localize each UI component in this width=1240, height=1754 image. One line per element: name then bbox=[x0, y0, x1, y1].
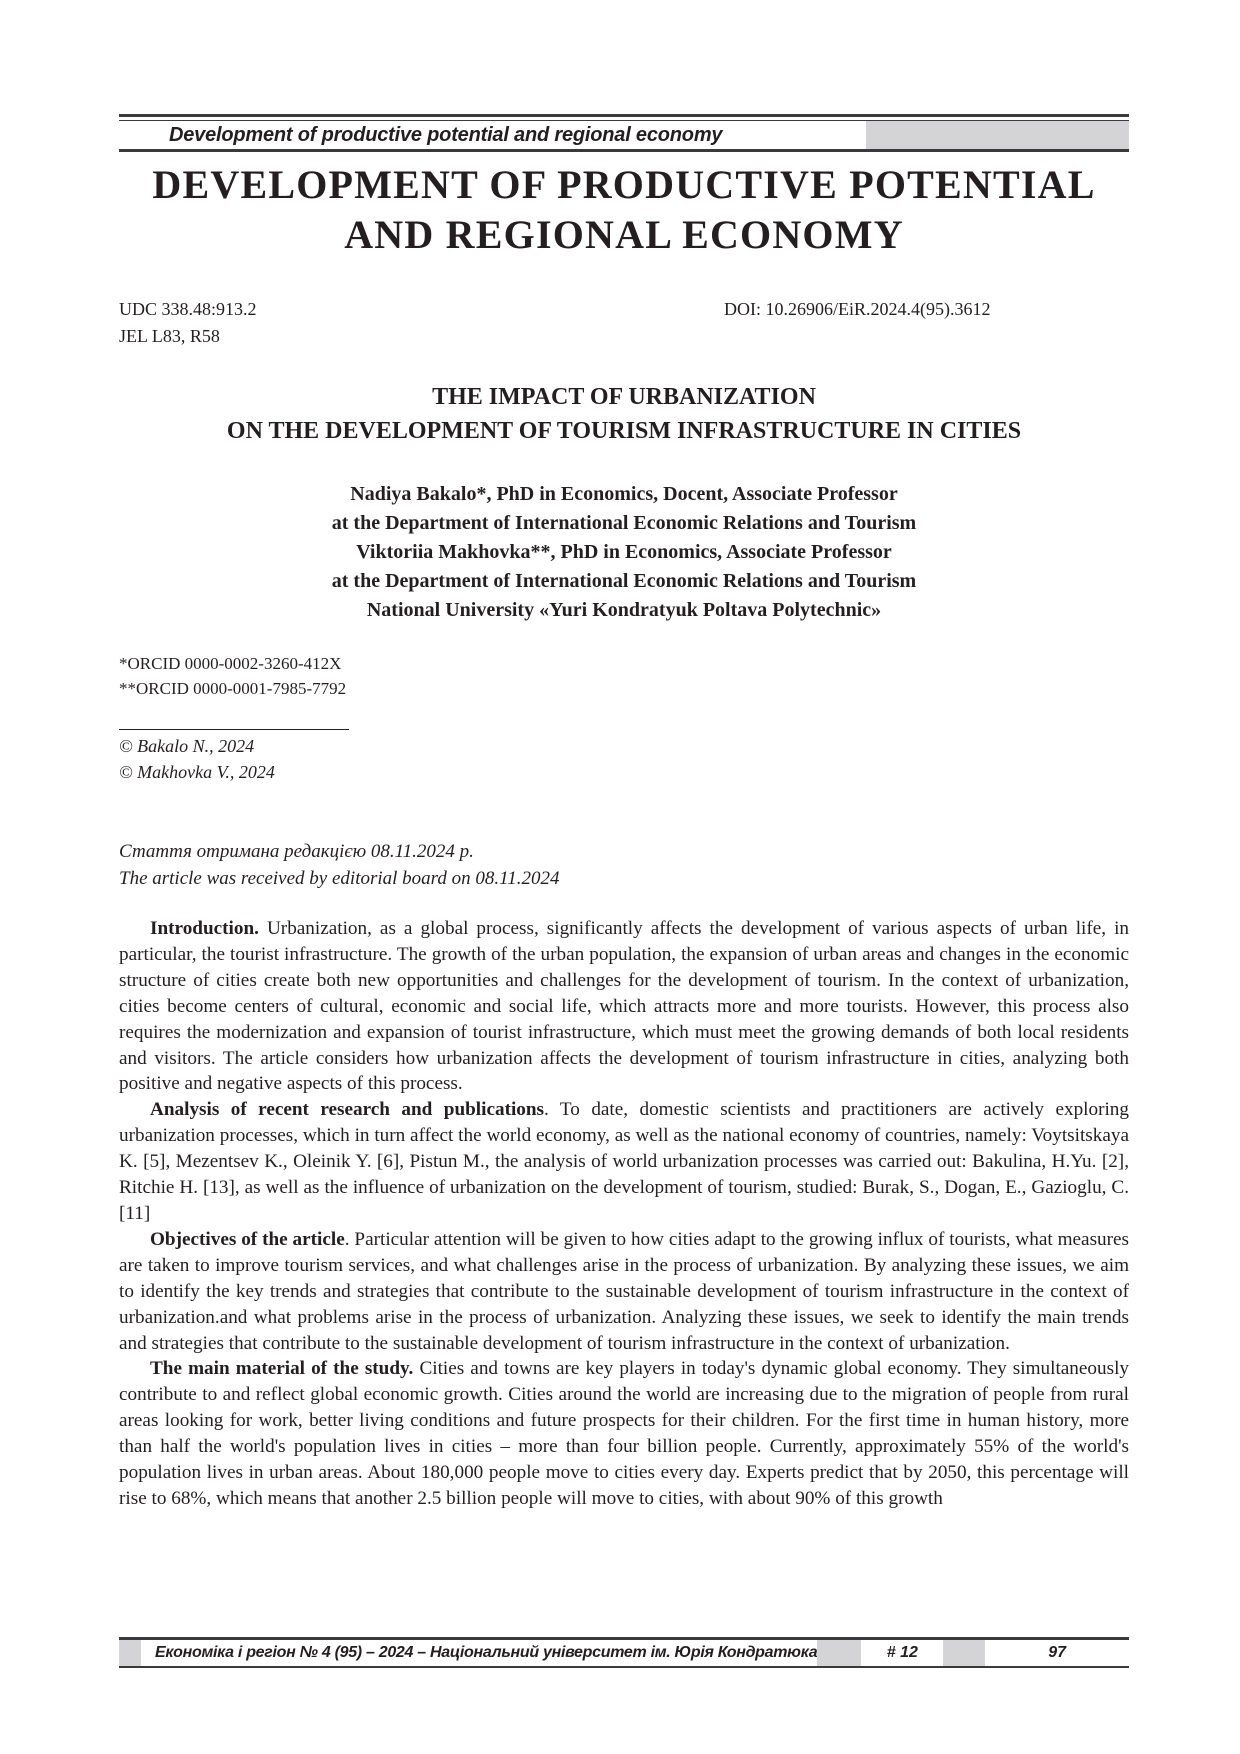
running-header bbox=[119, 114, 1129, 152]
jel-code: JEL L83, R58 bbox=[119, 326, 220, 346]
author-block bbox=[119, 480, 1129, 625]
paragraph-heading: Objectives of the article bbox=[150, 1228, 345, 1250]
received-note bbox=[119, 838, 559, 892]
paragraph-analysis bbox=[119, 1097, 1129, 1227]
copyright-block bbox=[119, 733, 275, 785]
page-number: 97 bbox=[1048, 1644, 1067, 1661]
header-rule-thick bbox=[119, 114, 1129, 117]
footer-band bbox=[119, 1640, 1129, 1666]
paragraph-heading: Introduction. bbox=[150, 918, 259, 939]
footer-gray-block bbox=[943, 1640, 985, 1666]
running-header-text: Development of productive potential and regional economy bbox=[169, 124, 723, 146]
paragraph-introduction bbox=[119, 916, 1129, 1097]
paragraph-text: . To date, domestic scientists and practitioners are actively exploring urbanization processes, which in turn affect the world economy, as well as the national economy of countries, namely: Voytsitskaya K. [5], Mezentsev K., Oleinik Y. [6], Pistun M., the analysis of world urbanization processes was carried out: Bakulina, H.Yu. [2], Ritchie H. [13], as well as the influence of urbanization on the development of tourism, studied: Burak, S., Dogan, E., Gazioglu, C. [11] bbox=[119, 1099, 1129, 1224]
received-note-en: The article was received by editorial board on 08.11.2024 bbox=[119, 868, 560, 889]
copyright-item: © Makhovka V., 2024 bbox=[119, 762, 275, 782]
paragraph-text: Cities and towns are key players in today's dynamic global economy. They simultaneously contribute to and reflect global economic growth. Cities around the world are increasing due to the migration of people from rural areas looking for work, better living conditions and future prospects for their children. For the first time in human history, more than half the world's population lives in cities – more than four billion people. Currently, approximately 55% of the world's population lives in urban areas. About 180,000 people move to cities every day. Experts predict that by 2050, this percentage will rise to 68%, which means that another 2.5 billion people will move to cities, with about 90% of this growth bbox=[119, 1358, 1129, 1509]
paragraph-heading: The main material of the study. bbox=[150, 1358, 414, 1380]
section-title-line: AND REGIONAL ECONOMY bbox=[344, 212, 904, 257]
paragraph-objectives bbox=[119, 1227, 1129, 1357]
footer-rule-bottom bbox=[119, 1666, 1129, 1668]
article-title-line: ON THE DEVELOPMENT OF TOURISM INFRASTRUCTURE IN CITIES bbox=[226, 418, 1022, 444]
footer-gray-block bbox=[817, 1640, 861, 1666]
author-line: at the Department of International Economic Relations and Tourism bbox=[331, 512, 917, 534]
article-title bbox=[119, 380, 1129, 448]
orcid-item: *ORCID 0000-0002-3260-412X bbox=[119, 654, 342, 673]
udc-code: UDC 338.48:913.2 bbox=[119, 299, 257, 319]
author-line: National University «Yuri Kondratyuk Poltava Polytechnic» bbox=[366, 599, 882, 621]
footer-gray-block bbox=[119, 1640, 141, 1666]
author-line: Viktoriia Makhovka**, PhD in Economics, Associate Professor bbox=[356, 541, 892, 563]
orcid-list bbox=[119, 651, 346, 701]
footer-journal-info: Економіка і регіон № 4 (95) – 2024 – Національний університет ім. Юрія Кондратюка bbox=[155, 1644, 818, 1661]
paragraph-heading: Analysis of recent research and publications bbox=[150, 1099, 545, 1121]
section-title-line: DEVELOPMENT OF PRODUCTIVE POTENTIAL bbox=[152, 162, 1096, 207]
received-note-uk: Стаття отримана редакцією 08.11.2024 р. bbox=[119, 841, 474, 862]
copyright-item: © Bakalo N., 2024 bbox=[119, 736, 255, 756]
article-title-line: THE IMPACT OF URBANIZATION bbox=[432, 384, 816, 410]
paragraph-text: Urbanization, as a global process, significantly affects the development of various aspects of urban life, in particular, the tourist infrastructure. The growth of the urban population, the expansion of urban areas and changes in the economic structure of cities create both new opportunities and challenges for the development of tourism. In the context of urbanization, cities become centers of cultural, economic and social life, which attracts more and more tourists. However, this process also requires the modernization and expansion of tourist infrastructure, which must meet the growing demands of both local residents and visitors. The article considers how urbanization affects the development of tourism infrastructure in cities, analyzing both positive and negative aspects of this process. bbox=[119, 918, 1129, 1095]
footnote-separator bbox=[119, 729, 349, 730]
paragraph-main-material bbox=[119, 1356, 1129, 1511]
header-rule-bottom bbox=[119, 149, 1129, 152]
running-footer bbox=[119, 1637, 1129, 1668]
author-line: at the Department of International Economic Relations and Tourism bbox=[331, 570, 917, 592]
classification-codes bbox=[119, 296, 257, 350]
header-gray-block bbox=[866, 121, 1129, 149]
section-title bbox=[119, 160, 1129, 260]
footer-issue-number: # 12 bbox=[886, 1644, 918, 1661]
doi: DOI: 10.26906/EiR.2024.4(95).3612 bbox=[724, 299, 991, 319]
orcid-item: **ORCID 0000-0001-7985-7792 bbox=[119, 679, 347, 698]
paragraph-text: . Particular attention will be given to how cities adapt to the growing influx of tourists, what measures are taken to improve tourism services, and what challenges arise in the process of urbanization. By analyzing these issues, we aim to identify the key trends and strategies that contribute to the sustainable development of tourism infrastructure in the context of urbanization.and what problems arise in the process of urbanization. Analyzing these issues, we seek to identify the main trends and strategies that contribute to the sustainable development of tourism infrastructure in the context of urbanization. bbox=[119, 1228, 1129, 1354]
author-line: Nadiya Bakalo*, PhD in Economics, Docent, Associate Professor bbox=[350, 483, 898, 505]
header-band bbox=[119, 121, 1129, 149]
article-body bbox=[119, 916, 1129, 1512]
